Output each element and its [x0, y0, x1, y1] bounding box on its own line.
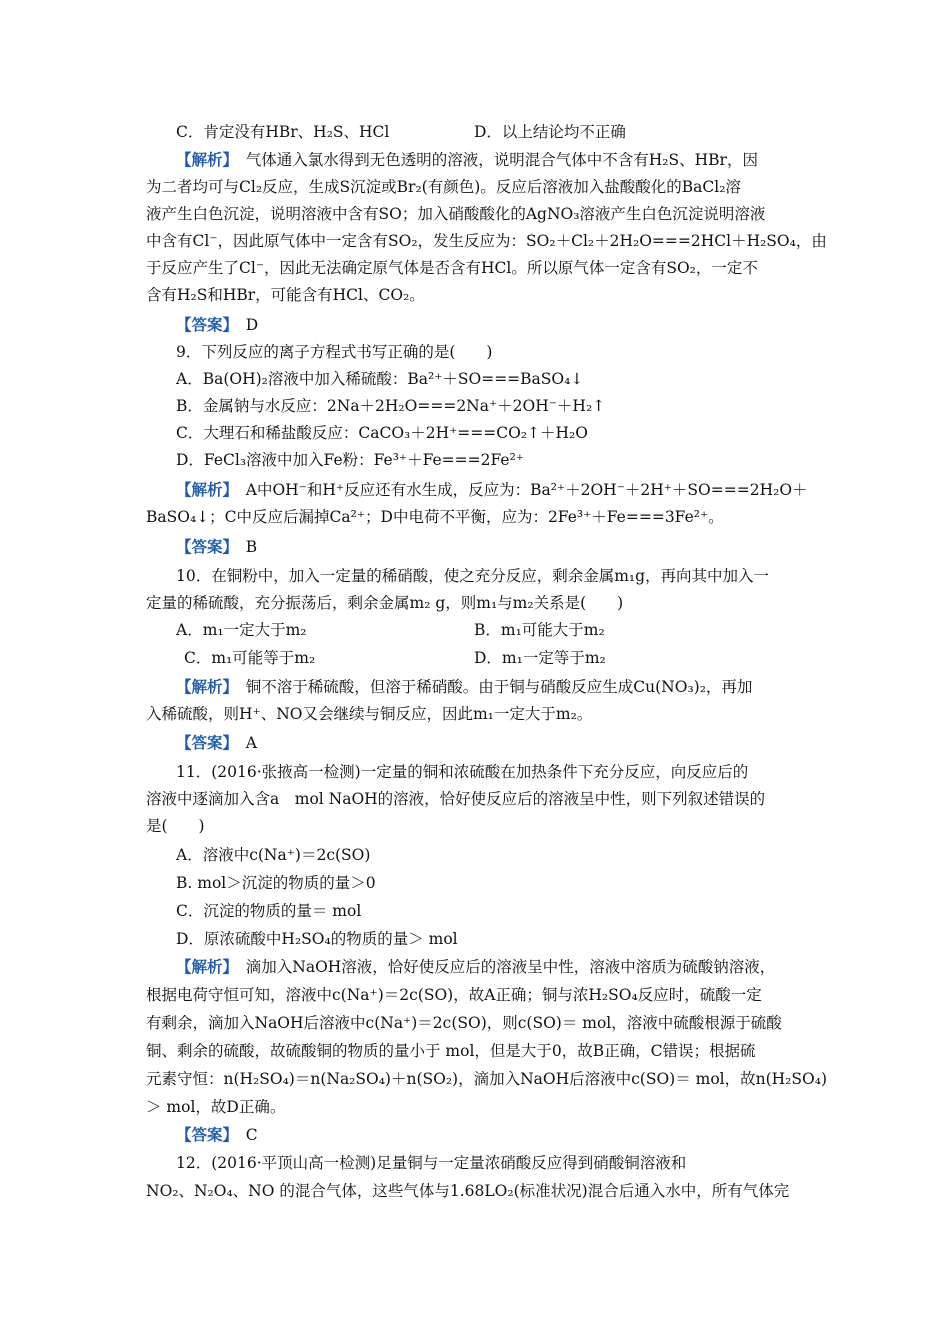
- q11-option-c: C．沉淀的物质的量＝ mol: [176, 902, 362, 920]
- q12-stem-line-1: 12．(2016·平顶山高一检测)足量铜与一定量浓硝酸反应得到硝酸铜溶液和: [176, 1154, 687, 1172]
- q9-jiexi-line-1: [176, 480, 808, 500]
- jiexi-label: 【解析】: [176, 957, 231, 976]
- q11-jiexi-line-5: 元素守恒：n(H₂SO₄)＝n(Na₂SO₄)＋n(SO₂)，滴加入NaOH后溶液中c(SO)＝ mol，故n(H₂SO₄): [146, 1070, 827, 1088]
- q10-stem-line-1: 10．在铜粉中，加入一定量的稀硝酸，使之充分反应，剩余金属m₁g，再向其中加入一: [176, 567, 770, 585]
- q8-jiexi-line-5: 于反应产生了Cl⁻，因此无法确定原气体是否含有HCl。所以原气体一定含有SO₂，一定不: [146, 259, 758, 277]
- q8-jiexi-line-6: 含有H₂S和HBr，可能含有HCl、CO₂。: [146, 286, 425, 304]
- q10-option-d: D．m₁一定等于m₂: [474, 649, 606, 667]
- q8-jiexi-line-1: [176, 150, 758, 170]
- answer-label: 【答案】: [176, 733, 231, 752]
- q11-stem-line-3: 是( ): [146, 817, 205, 835]
- q11-jiexi-line-3: 有剩余，滴加入NaOH后溶液中c(Na⁺)＝2c(SO)，则c(SO)＝ mol，溶液中硫酸根源于硫酸: [146, 1014, 782, 1032]
- q11-stem-line-1: 11．(2016·张掖高一检测)一定量的铜和浓硫酸在加热条件下充分反应，向反应后的: [176, 763, 749, 781]
- jiexi-label: 【解析】: [176, 677, 231, 696]
- answer-label: 【答案】: [176, 537, 231, 556]
- q10-jiexi-line-2: 入稀硫酸，则H⁺、NO又会继续与铜反应，因此m₁一定大于m₂。: [146, 705, 593, 723]
- q10-stem-line-2: 定量的稀硫酸，充分振荡后，剩余金属m₂ g，则m₁与m₂关系是( ): [146, 594, 624, 612]
- q9-stem: 9．下列反应的离子方程式书写正确的是( ): [176, 343, 493, 361]
- q8-jiexi-line-4: 中含有Cl⁻，因此原气体中一定含有SO₂，发生反应为：SO₂＋Cl₂＋2H₂O===2HCl＋H₂SO₄，由: [146, 232, 827, 250]
- q10-options-row-2: [184, 648, 606, 668]
- jiexi-text: 滴加入NaOH溶液，恰好使反应后的溶液呈中性，溶液中溶质为硫酸钠溶液，: [245, 958, 776, 976]
- q9-answer: [176, 537, 257, 557]
- answer-value: D: [245, 316, 259, 334]
- q9-option-c: C．大理石和稀盐酸反应：CaCO₃＋2H⁺===CO₂↑＋H₂O: [176, 424, 588, 442]
- answer-value: A: [245, 734, 257, 752]
- answer-label: 【答案】: [176, 1125, 231, 1144]
- q11-jiexi-line-6: ＞ mol，故D正确。: [146, 1098, 286, 1116]
- q9-option-d: D．FeCl₃溶液中加入Fe粉：Fe³⁺＋Fe===2Fe²⁺: [176, 451, 524, 469]
- q11-jiexi-line-1: [176, 957, 775, 977]
- jiexi-text: A中OH⁻和H⁺反应还有水生成，反应为：Ba²⁺＋2OH⁻＋2H⁺＋SO===2H₂O＋: [245, 481, 808, 499]
- answer-value: C: [245, 1126, 258, 1144]
- answer-label: 【答案】: [176, 315, 231, 334]
- q10-jiexi-line-1: [176, 677, 752, 697]
- q10-option-b: B．m₁可能大于m₂: [474, 621, 605, 639]
- q9-option-a: A．Ba(OH)₂溶液中加入稀硫酸：Ba²⁺＋SO===BaSO₄↓: [176, 370, 584, 388]
- q10-option-c: C．m₁可能等于m₂: [184, 649, 316, 667]
- q9-jiexi-line-2: BaSO₄↓；C中反应后漏掉Ca²⁺；D中电荷不平衡，应为：2Fe³⁺＋Fe===3Fe²⁺。: [146, 508, 724, 526]
- q11-option-d: D．原浓硫酸中H₂SO₄的物质的量＞ mol: [176, 930, 458, 948]
- q11-jiexi-line-2: 根据电荷守恒可知，溶液中c(Na⁺)＝2c(SO)，故A正确；铜与浓H₂SO₄反应时，硫酸一定: [146, 986, 762, 1004]
- q11-stem-line-2: 溶液中逐滴加入含a mol NaOH的溶液，恰好使反应后的溶液呈中性，则下列叙述错误的: [146, 790, 766, 808]
- answer-value: B: [245, 538, 258, 556]
- q9-option-b: B．金属钠与水反应：2Na＋2H₂O===2Na⁺＋2OH⁻＋H₂↑: [176, 397, 606, 415]
- jiexi-label: 【解析】: [176, 150, 231, 169]
- q11-option-a: A．溶液中c(Na⁺)＝2c(SO): [176, 846, 371, 864]
- q8-option-c: C．肯定没有HBr、H₂S、HCl: [176, 123, 390, 141]
- q11-jiexi-line-4: 铜、剩余的硫酸，故硫酸铜的物质的量小于 mol，但是大于0，故B正确，C错误；根据硫: [146, 1042, 756, 1060]
- jiexi-text: 铜不溶于稀硫酸，但溶于稀硝酸。由于铜与硝酸反应生成Cu(NO₃)₂，再加: [245, 678, 753, 696]
- q10-options-row-1: [176, 620, 605, 640]
- q11-option-b: B. mol＞沉淀的物质的量＞0: [176, 874, 376, 892]
- q8-option-d: D．以上结论均不正确: [474, 123, 626, 141]
- q8-jiexi-line-2: 为二者均可与Cl₂反应，生成S沉淀或Br₂(有颜色)。反应后溶液加入盐酸酸化的BaCl₂溶: [146, 178, 741, 196]
- q12-stem-line-2: NO₂、N₂O₄、NO 的混合气体，这些气体与1.68LO₂(标准状况)混合后通入水中，所有气体完: [146, 1182, 790, 1200]
- q8-options-row: [176, 122, 626, 142]
- q8-jiexi-line-3: 液产生白色沉淀，说明溶液中含有SO；加入硝酸酸化的AgNO₃溶液产生白色沉淀说明溶液: [146, 205, 766, 223]
- q8-answer: [176, 315, 258, 335]
- q10-option-a: A．m₁一定大于m₂: [176, 621, 307, 639]
- jiexi-label: 【解析】: [176, 480, 231, 499]
- q11-answer: [176, 1125, 258, 1145]
- q10-answer: [176, 733, 257, 753]
- jiexi-text: 气体通入氯水得到无色透明的溶液，说明混合气体中不含有H₂S、HBr，因: [245, 151, 758, 169]
